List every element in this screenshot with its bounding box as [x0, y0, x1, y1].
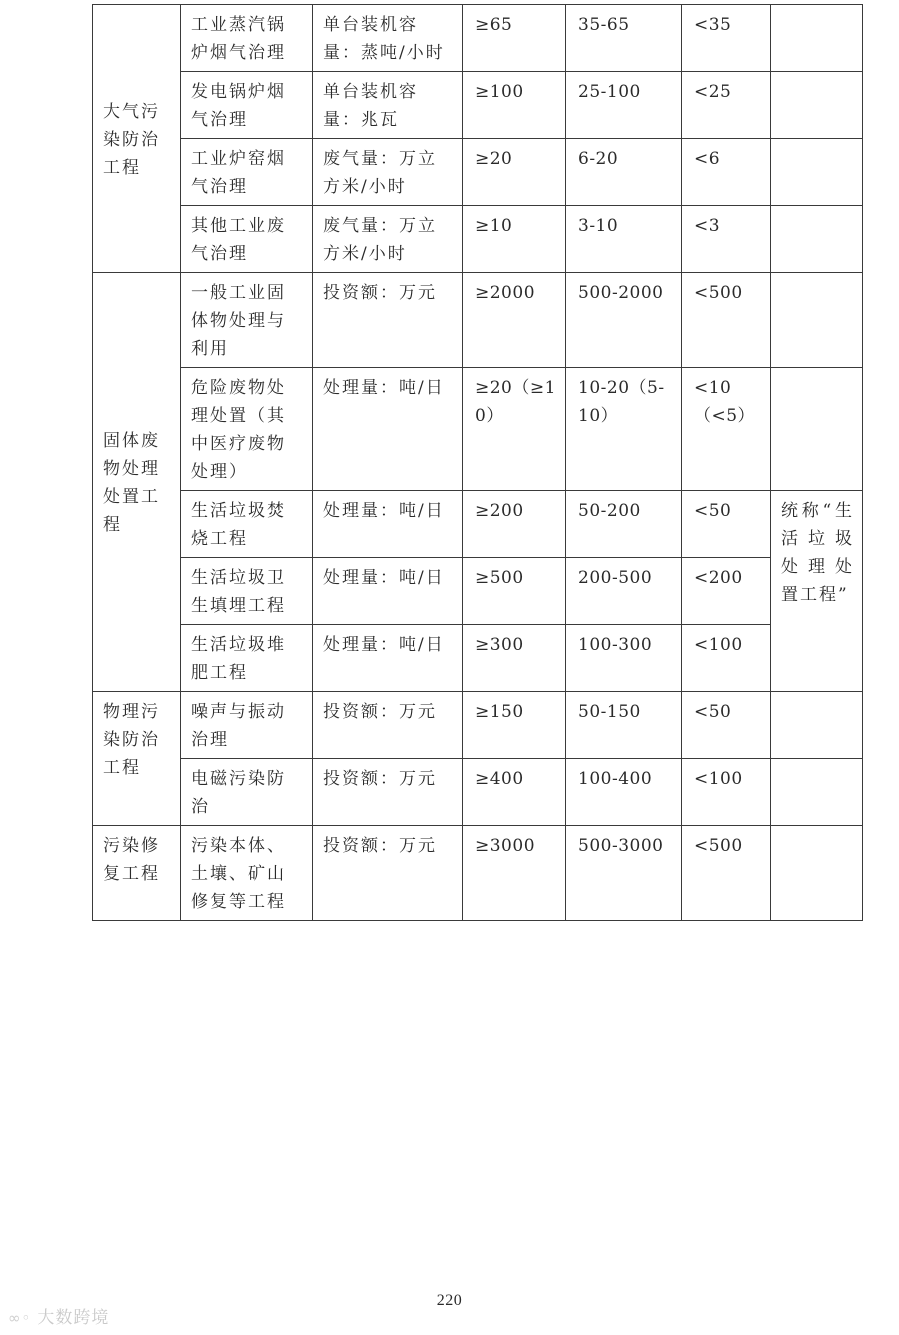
note-cell [771, 139, 863, 206]
watermark-text: 大数跨境 [37, 1308, 110, 1328]
medium-scale-cell: 35-65 [566, 5, 682, 72]
large-scale-cell: ≥300 [463, 625, 566, 692]
large-scale-cell: ≥500 [463, 558, 566, 625]
item-cell: 发电锅炉烟气治理 [181, 72, 313, 139]
medium-scale-cell: 500-3000 [566, 826, 682, 921]
table-row [93, 759, 863, 826]
category-cell: 大气污染防治工程 [93, 5, 181, 273]
large-scale-cell: ≥200 [463, 491, 566, 558]
medium-scale-cell: 6-20 [566, 139, 682, 206]
small-scale-cell: <6 [682, 139, 771, 206]
note-cell [771, 5, 863, 72]
table-row [93, 625, 863, 692]
note-cell [771, 826, 863, 921]
watermark [8, 1303, 109, 1328]
large-scale-cell: ≥3000 [463, 826, 566, 921]
metric-cell: 废气量：万立方米/小时 [313, 139, 463, 206]
item-cell: 工业炉窑烟气治理 [181, 139, 313, 206]
item-cell: 电磁污染防治 [181, 759, 313, 826]
medium-scale-cell: 100-400 [566, 759, 682, 826]
table-row [93, 558, 863, 625]
item-cell: 危险废物处理处置（其中医疗废物处理） [181, 368, 313, 491]
large-scale-cell: ≥100 [463, 72, 566, 139]
item-cell: 工业蒸汽锅炉烟气治理 [181, 5, 313, 72]
page-number: 220 [436, 1292, 463, 1309]
item-cell: 噪声与振动治理 [181, 692, 313, 759]
table-row [93, 826, 863, 921]
watermark-logo-icon: ∞◦ [8, 1309, 32, 1327]
table-row [93, 5, 863, 72]
table-row [93, 491, 863, 558]
item-cell: 一般工业固体物处理与利用 [181, 273, 313, 368]
table-row [93, 368, 863, 491]
large-scale-cell: ≥65 [463, 5, 566, 72]
metric-cell: 处理量：吨/日 [313, 558, 463, 625]
medium-scale-cell: 50-150 [566, 692, 682, 759]
category-cell: 物理污染防治工程 [93, 692, 181, 826]
small-scale-cell: <50 [682, 491, 771, 558]
item-cell: 其他工业废气治理 [181, 206, 313, 273]
metric-cell: 处理量：吨/日 [313, 368, 463, 491]
large-scale-cell: ≥20（≥10） [463, 368, 566, 491]
metric-cell: 废气量：万立方米/小时 [313, 206, 463, 273]
medium-scale-cell: 3-10 [566, 206, 682, 273]
large-scale-cell: ≥2000 [463, 273, 566, 368]
metric-cell: 处理量：吨/日 [313, 625, 463, 692]
metric-cell: 单台装机容量：蒸吨/小时 [313, 5, 463, 72]
note-cell [771, 72, 863, 139]
small-scale-cell: <10（<5） [682, 368, 771, 491]
table-row [93, 692, 863, 759]
note-cell [771, 273, 863, 368]
medium-scale-cell: 100-300 [566, 625, 682, 692]
metric-cell: 投资额：万元 [313, 826, 463, 921]
table-row [93, 206, 863, 273]
small-scale-cell: <200 [682, 558, 771, 625]
medium-scale-cell: 50-200 [566, 491, 682, 558]
small-scale-cell: <25 [682, 72, 771, 139]
category-cell: 固体废物处理处置工程 [93, 273, 181, 692]
small-scale-cell: <500 [682, 826, 771, 921]
small-scale-cell: <35 [682, 5, 771, 72]
metric-cell: 投资额：万元 [313, 692, 463, 759]
large-scale-cell: ≥20 [463, 139, 566, 206]
project-scale-table [92, 4, 863, 921]
medium-scale-cell: 500-2000 [566, 273, 682, 368]
small-scale-cell: <100 [682, 759, 771, 826]
metric-cell: 投资额：万元 [313, 273, 463, 368]
medium-scale-cell: 25-100 [566, 72, 682, 139]
medium-scale-cell: 200-500 [566, 558, 682, 625]
item-cell: 生活垃圾堆肥工程 [181, 625, 313, 692]
medium-scale-cell: 10-20（5-10） [566, 368, 682, 491]
table-row [93, 139, 863, 206]
item-cell: 污染本体、土壤、矿山修复等工程 [181, 826, 313, 921]
small-scale-cell: <3 [682, 206, 771, 273]
note-cell [771, 759, 863, 826]
note-cell [771, 368, 863, 491]
small-scale-cell: <100 [682, 625, 771, 692]
large-scale-cell: ≥150 [463, 692, 566, 759]
metric-cell: 单台装机容量：兆瓦 [313, 72, 463, 139]
table-row [93, 72, 863, 139]
note-cell [771, 692, 863, 759]
item-cell: 生活垃圾焚烧工程 [181, 491, 313, 558]
metric-cell: 投资额：万元 [313, 759, 463, 826]
table-body [93, 5, 863, 921]
note-cell: 统称“生活垃圾处理处置工程” [771, 491, 863, 692]
table-row [93, 273, 863, 368]
category-cell: 污染修复工程 [93, 826, 181, 921]
note-cell [771, 206, 863, 273]
metric-cell: 处理量：吨/日 [313, 491, 463, 558]
large-scale-cell: ≥400 [463, 759, 566, 826]
small-scale-cell: <50 [682, 692, 771, 759]
item-cell: 生活垃圾卫生填埋工程 [181, 558, 313, 625]
small-scale-cell: <500 [682, 273, 771, 368]
large-scale-cell: ≥10 [463, 206, 566, 273]
